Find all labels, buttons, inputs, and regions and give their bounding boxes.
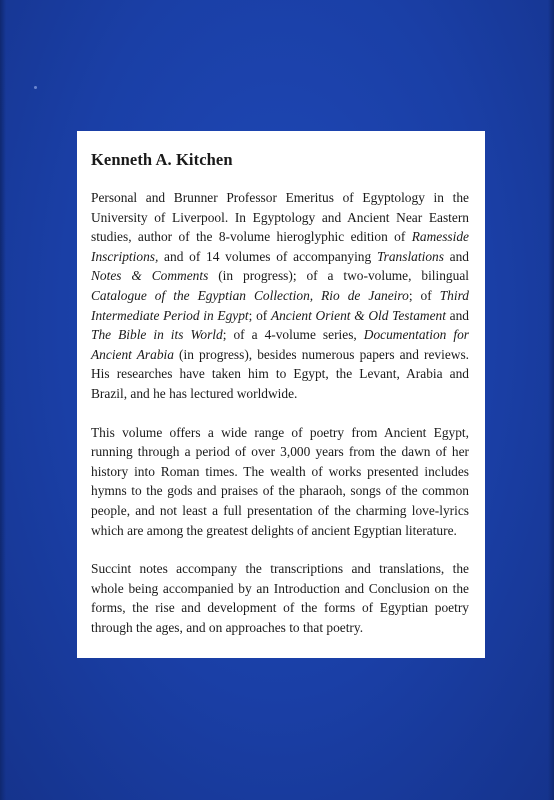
bio-text: Personal and Brunner Professor Emeritus of Egyptology in the University of Liverpool. In Egyptology and Ancient Near Eastern studies, author of the 8-volume hieroglyphic edition of [91,190,469,245]
cover-speck [34,86,37,89]
bio-title-italic: Notes & Comments [91,268,209,284]
book-notes: Succint notes accompany the transcriptions and translations, the whole being accompanied by an Introduction and Conclusion on the forms, the rise and development of the forms of Egyptian poetry through the ages, and on approaches to that poetry. [91,561,469,635]
bio-title-italic: Ramesside Inscriptions, [91,229,469,264]
author-name: Kenneth A. Kitchen [91,150,233,169]
bio-text: and of 14 volumes of accompanying [158,248,377,264]
bio-title-italic: Catalogue of the Egyptian Collection, Rio de Janeiro [91,287,409,303]
book-description: This volume offers a wide range of poetry from Ancient Egypt, running through a period of over 3,000 years from the dawn of her history into Roman times. The wealth of works presented includes hymns to the gods and praises of the pharaoh, songs of the common people, and not least a full presentation of the charming love-lyrics which are among the greatest delights of ancient Egyptian literature. [91,424,469,538]
bio-title-italic: Third Intermediate Period in Egypt [91,287,470,323]
text-panel [77,131,485,658]
bio-title-italic: The Bible in its World [91,327,223,343]
bio-text: and [445,307,469,323]
author-bio [91,188,469,404]
bio-text: ; of a 4-volume series, [222,327,364,343]
bio-text: ; of [248,307,271,323]
bio-title-italic: Translations [376,248,444,264]
bio-title-italic: Ancient Orient & Old Testament [270,307,446,323]
bio-title-italic: Documentation for Ancient Arabia [91,327,469,362]
bio-text: and [443,248,469,264]
bio-text: (in progress); of a two-volume, bilingual [208,268,469,284]
bio-text: ; of [408,287,440,303]
bio-text: (in progress), besides numerous papers and reviews. His researches have taken him to Egypt, the Levant, Arabia and Brazil, and he has lectured worldwide. [91,346,469,401]
cover-right-edge [548,0,554,800]
cover-left-edge [0,0,6,800]
